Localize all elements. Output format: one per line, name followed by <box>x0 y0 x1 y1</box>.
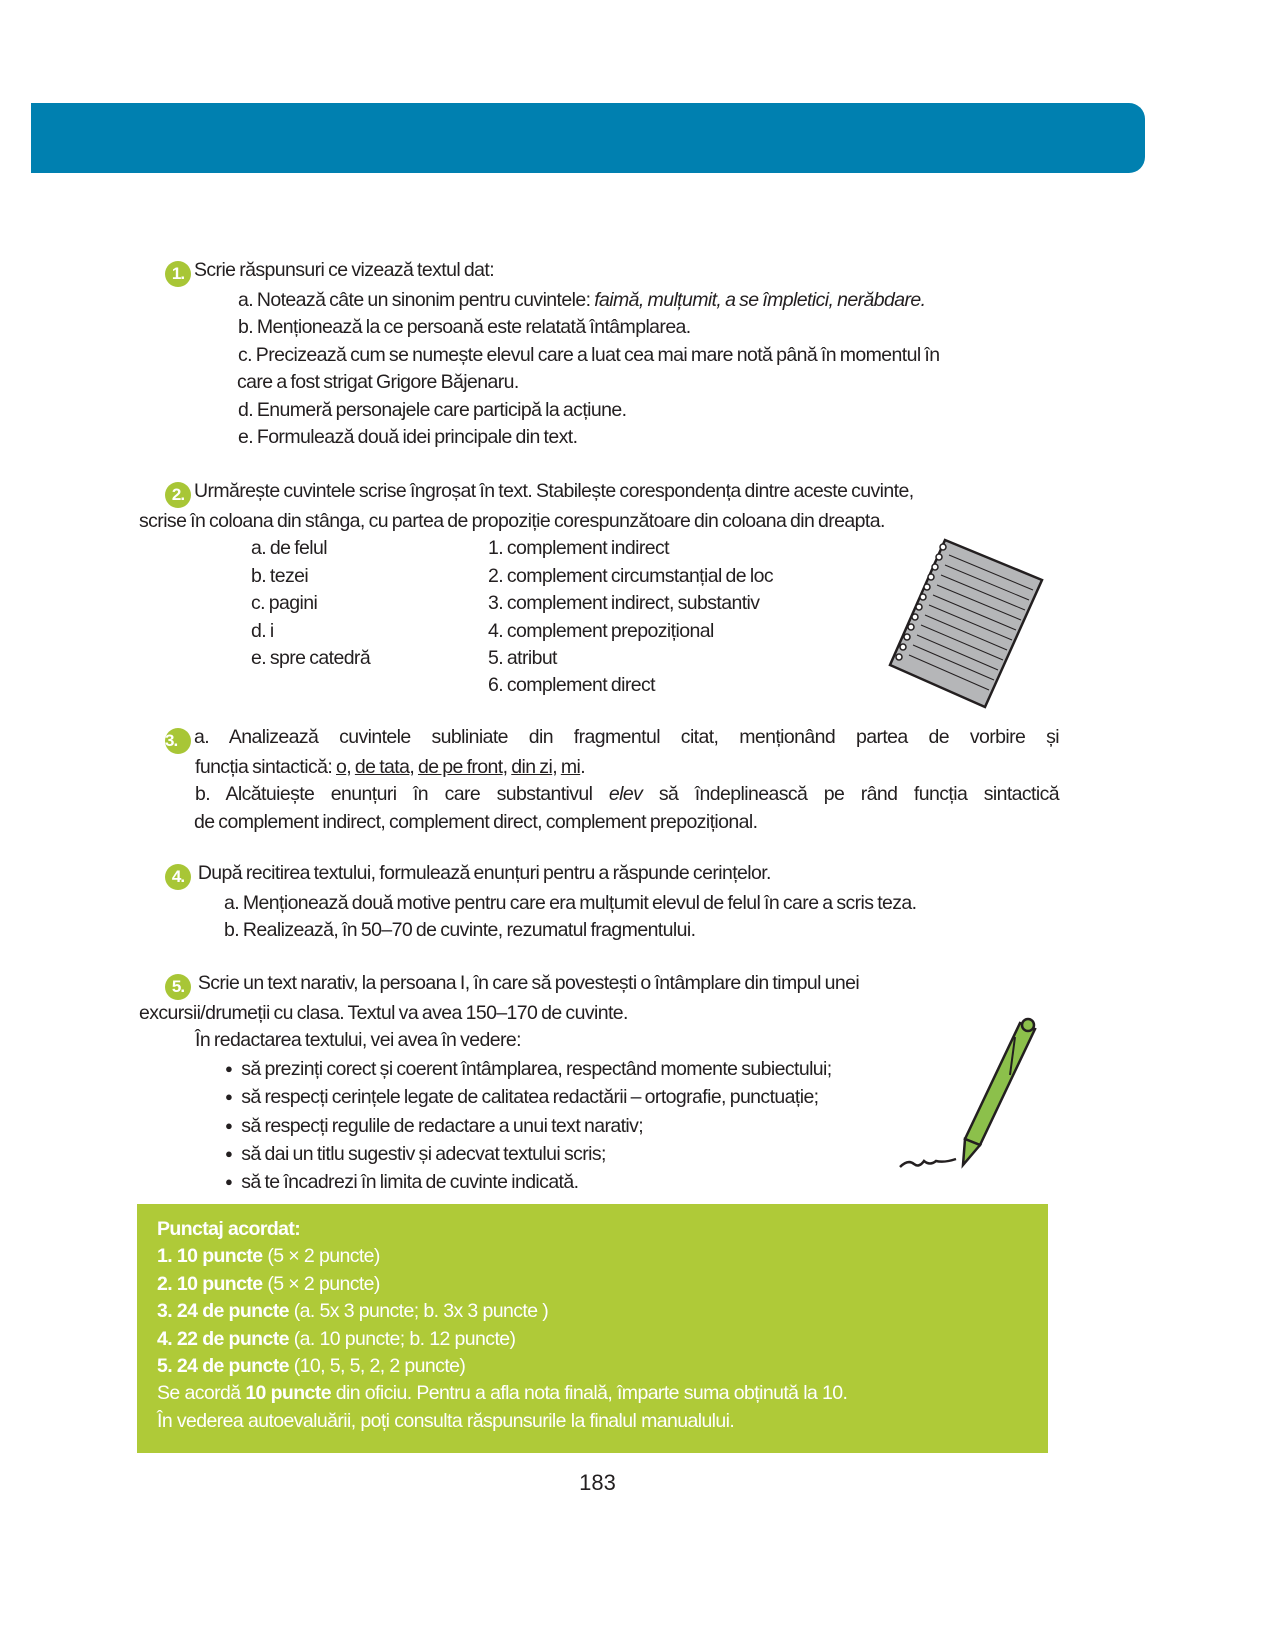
item-c: c. Precizează cum se numește elevul care a luat cea mai mare notă până în momentul în <box>238 343 940 366</box>
score-detail: (10, 5, 5, 2, 2 puncte) <box>288 1355 466 1378</box>
exercise-prompt: După recitirea textului, formulează enunțuri pentru a răspunde cerințelor. <box>197 862 771 884</box>
score-item <box>157 1298 1048 1325</box>
score-points: 4. 22 de puncte <box>157 1327 289 1350</box>
exercise-prompt-cont: scrise în coloana din stânga, cu partea de propoziție corespunzătoare din coloana din dreapta. <box>139 510 885 532</box>
score-item <box>157 1243 1048 1270</box>
exercise-number-badge: 3. <box>165 728 191 754</box>
score-points: 3. 24 de puncte <box>157 1300 289 1323</box>
left-column <box>139 535 488 699</box>
item-e: e. Formulează două idei principale din text. <box>238 426 578 449</box>
underlined-word: din zi <box>511 756 553 778</box>
score-detail: (a. 5x 3 puncte; b. 3x 3 puncte ) <box>288 1300 549 1323</box>
exercise-prompt: Scrie un text narativ, la persoana I, în care să povestești o întâmplare din timpul unei <box>197 972 860 994</box>
underlined-word: de tata <box>354 756 410 778</box>
requirement-item: ● să respecți regulile de redactare a unui text narativ; <box>139 1112 859 1140</box>
right-item: 6. complement direct <box>488 674 655 697</box>
underlined-word: o <box>336 756 347 778</box>
requirement-item: ● să te încadrezi în limita de cuvinte indicată. <box>139 1168 859 1196</box>
score-item <box>157 1353 1048 1380</box>
scoring-box <box>137 1204 1048 1453</box>
underlined-word: mi <box>560 756 581 778</box>
scoring-title: Punctaj acordat: <box>157 1218 301 1240</box>
item-a-words: faimă, mulțumit, a se împletici, nerăbdare. <box>594 289 926 311</box>
item-b: b. Realizează, în 50–70 de cuvinte, rezumatul fragmentului. <box>224 919 696 942</box>
requirements-intro: În redactarea textului, vei avea în vedere: <box>195 1029 521 1052</box>
self-eval-note: În vederea autoevaluării, poți consulta răspunsurile la finalul manualului. <box>157 1409 735 1432</box>
exercise-prompt-cont: excursii/drumeții cu clasa. Textul va avea 150–170 de cuvinte. <box>139 1002 628 1024</box>
right-item: 5. atribut <box>488 647 557 670</box>
final-note <box>157 1380 1048 1407</box>
right-item: 1. complement indirect <box>488 537 669 560</box>
exercise-3: 3. a. Analizează cuvintele subliniate din fragmentul citat, menționând partea de vorbire și funcția sintactică: o, de tata, de pe front, din zi, mi. b. Alcătuiește enunțuri în care substantivul elev să îndeplinească pe rând funcția sintactică de complement indirect, complement direct, complement prepozițional. <box>165 724 1059 836</box>
right-item: 4. complement prepozițional <box>488 619 714 642</box>
final-post: din oficiu. Pentru a afla nota finală, împarte suma obținută la 10. <box>330 1382 848 1405</box>
score-points: 1. 10 puncte <box>157 1245 263 1268</box>
right-item: 3. complement indirect, substantiv <box>488 592 760 615</box>
page-number: 183 <box>579 1470 616 1495</box>
exercise-number-badge: 2. <box>165 482 191 508</box>
pen-illustration <box>895 1015 1045 1175</box>
right-column <box>488 535 773 699</box>
item-a-cont: funcția sintactică: <box>195 756 336 778</box>
exercise-prompt: Urmărește cuvintele scrise îngroșat în text. Stabilește corespondența dintre aceste cuvinte, <box>194 480 914 502</box>
score-detail: (a. 10 puncte; b. 12 puncte) <box>288 1327 516 1350</box>
underlined-word: de pe front <box>417 756 503 778</box>
left-item: e. spre catedră <box>251 647 371 670</box>
item-a: a. Menționează două motive pentru care era mulțumit elevul de felul în care a scris teza. <box>224 892 917 914</box>
left-item: b. tezei <box>251 564 309 587</box>
header-banner <box>31 103 1145 173</box>
score-points: 2. 10 puncte <box>157 1272 263 1295</box>
right-item: 2. complement circumstanțial de loc <box>488 564 773 587</box>
score-item <box>157 1271 1048 1298</box>
left-item: a. de felul <box>251 537 327 560</box>
score-detail: (5 × 2 puncte) <box>262 1245 380 1268</box>
final-pre: Se acordă <box>157 1382 246 1405</box>
score-points: 5. 24 de puncte <box>157 1355 289 1378</box>
item-b-cont: de complement indirect, complement direct, complement prepozițional. <box>194 810 758 833</box>
left-item: d. i <box>251 619 274 642</box>
notebook-illustration <box>885 535 1050 715</box>
exercise-5 <box>139 970 859 1197</box>
item-b-word: elev <box>608 783 643 806</box>
left-item: c. pagini <box>251 592 318 615</box>
exercise-number-badge: 1. <box>165 261 191 287</box>
score-item <box>157 1326 1048 1353</box>
requirement-item: ● să respecți cerințele legate de calitatea redactării – ortografie, punctuație; <box>139 1083 859 1111</box>
exercise-4 <box>165 860 917 945</box>
requirement-item: ● să prezinți corect și coerent întâmplarea, respectând momente subiectului; <box>139 1055 859 1083</box>
item-d: d. Enumeră personajele care participă la acțiune. <box>238 398 627 421</box>
item-a: a. Analizează cuvintele subliniate din fragmentul citat, menționând partea de vorbire și <box>194 726 1059 748</box>
requirement-item: ● să dai un titlu sugestiv și adecvat textului scris; <box>139 1140 859 1168</box>
exercise-prompt: Scrie răspunsuri ce vizează textul dat: <box>194 259 495 281</box>
item-a: a. Notează câte un sinonim pentru cuvintele: <box>238 289 595 311</box>
item-c-cont: care a fost strigat Grigore Băjenaru. <box>237 371 519 394</box>
final-bold: 10 puncte <box>245 1382 331 1405</box>
exercise-number-badge: 4. <box>165 864 191 890</box>
exercise-number-badge: 5. <box>165 974 191 1000</box>
item-b-post: să îndeplinească pe rând funcția sintactică <box>642 783 1059 806</box>
item-b: b. Alcătuiește enunțuri în care substantivul <box>195 783 609 806</box>
exercise-1 <box>165 257 939 451</box>
item-b: b. Menționează la ce persoană este relatată întâmplarea. <box>238 316 691 339</box>
score-detail: (5 × 2 puncte) <box>262 1272 380 1295</box>
